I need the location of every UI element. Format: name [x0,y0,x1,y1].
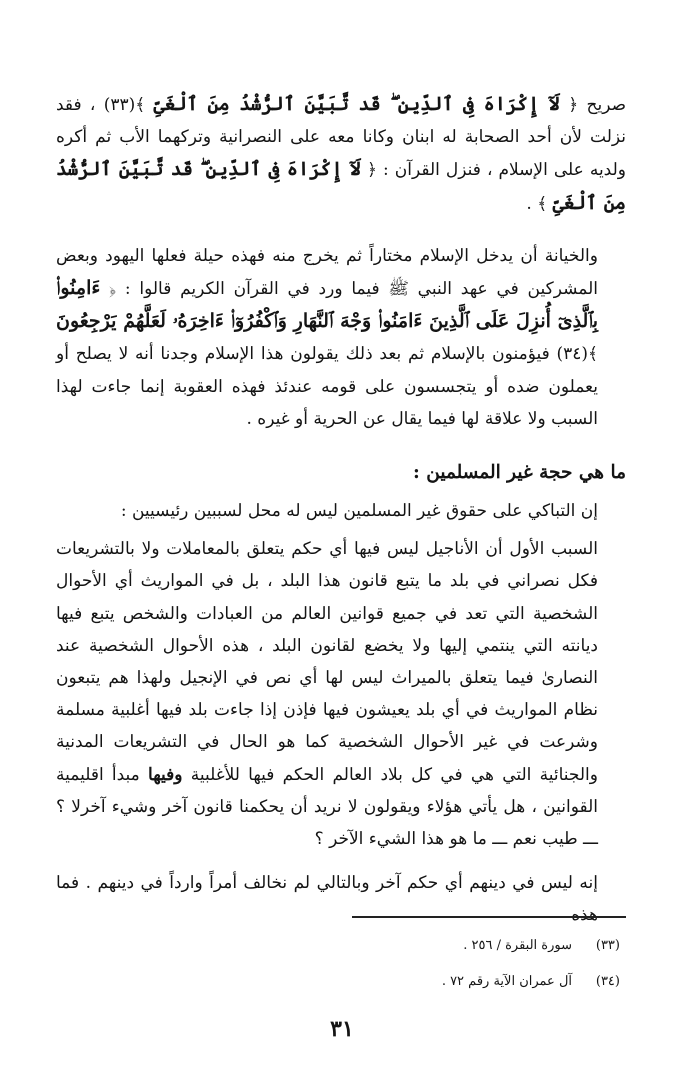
quran-verse: لَآ إِكْرَاهَ فِى ٱلدِّينِ ۖ قَد تَّبَيَّنَ ٱلرُّشْدُ مِنَ ٱلْغَىِّ [56,158,626,214]
bold-word: وفيها [148,764,183,785]
page-body [56,88,626,932]
paragraph-text: ﴾(٣٣) ، فقد نزلت لأن أحد الصحابة له ابنان وكانا معه على النصرانية وتركهما الأب ثم أكره ولديه على الإسلام ، فنزل القرآن : ﴿ [56,95,626,181]
footnote-text: سورة البقرة / ٢٥٦ . [463,938,572,953]
footnote-separator [352,916,626,918]
paragraph-intro-reasons: إن التباكي على حقوق غير المسلمين ليس له محل لسببين رئيسيين : [120,501,598,522]
paragraph-conclusion: إنه ليس في دينهم أي حكم آخر وبالتالي لم نخالف أمراً وارداً في دينهم . فما هذه [56,873,598,926]
quran-verse: ءَامِنُوا۟ بِٱلَّذِىٓ أُنزِلَ عَلَى ٱلَّذِينَ ءَامَنُوا۟ وَجْهَ ٱلنَّهَارِ وَٱكْفُرُوٓا۟ ءَاخِرَهُۥ لَعَلَّهُمْ يَرْجِعُونَ [56,277,598,333]
footnote-number: (٣٣) [595,938,620,953]
footnotes [60,928,620,1000]
footnote-number: (٣٤) [595,974,620,989]
paragraph-text: ﴾(٣٤) فيؤمنون بالإسلام ثم بعد ذلك يقولون هذا الإسلام وجدنا أنه لا يصلح أو يعملون ضده أو يتجسسون على قومه عندئذ فهذه العقوبة إنما جاءت لهذا السبب ولا علاقة لها فيما يقال عن الحرية أو غيره . [56,344,598,429]
paragraph-religious-freedom [56,88,626,220]
paragraph-text: والخيانة أن يدخل الإسلام مختاراً ثم يخرج منه فهذه حيلة فعلها اليهود وبعض المشركين في عهد النبي ﷺ فيما ورد في القرآن الكريم قالوا : ﴿ [56,245,598,300]
paragraph-text: ﴾ . [526,193,553,214]
page-number: ٣١ [330,1016,354,1042]
paragraph-text: صريح ﴿ [559,95,627,115]
quran-verse: لَآ إِكْرَاهَ فِى ٱلدِّينِ ۖ قَد تَّبَيَّنَ ٱلرُّشْدُ مِنَ ٱلْغَىِّ [153,93,560,115]
footnote-34 [60,964,620,1000]
footnote-33 [60,928,620,964]
section-heading: ما هي حجة غير المسلمين : [413,462,626,484]
paragraph-text: مبدأ اقليمية القوانين ، هل يأتي هؤلاء ويقولون لا نريد أن يحكمنا قانون آخر وشيء آخرلا ؟ ـــ طيب نعم ـــ ما هو هذا الشيء الآخر ؟ [56,764,598,850]
paragraph-betrayal [56,240,626,435]
paragraph-text: السبب الأول أن الأناجيل ليس فيها أي حكم يتعلق بالمعاملات ولا بالتشريعات فكل نصراني في بلد ما يتبع قانون هذا البلد ، بل في المواريث أي الأحوال الشخصية التي تعد في جميع قوانين العالم من العبادات والشخص يتبع فيها ديانته التي ينتمي إليها ولا يخضع لقانون البلد ، هذه الأحوال الشخصية عند النصارىٰ فيما يتعلق بالميراث ليس لها أي نص في الإنجيل ولهذا هم يتبعون نظام المواريث في أي بلد يعيشون فيها فإذن إذا جاءت بلد فيها أغلبية مسلمة وشرعت في غير الأحوال الشخصية كما هو الحال في التشريعات المدنية والجنائية التي هي في كل بلاد العالم الحكم فيها للأغلبية [56,539,598,785]
footnote-text: آل عمران الآية رقم ٧٢ . [441,974,572,989]
paragraph-first-reason [56,533,626,855]
